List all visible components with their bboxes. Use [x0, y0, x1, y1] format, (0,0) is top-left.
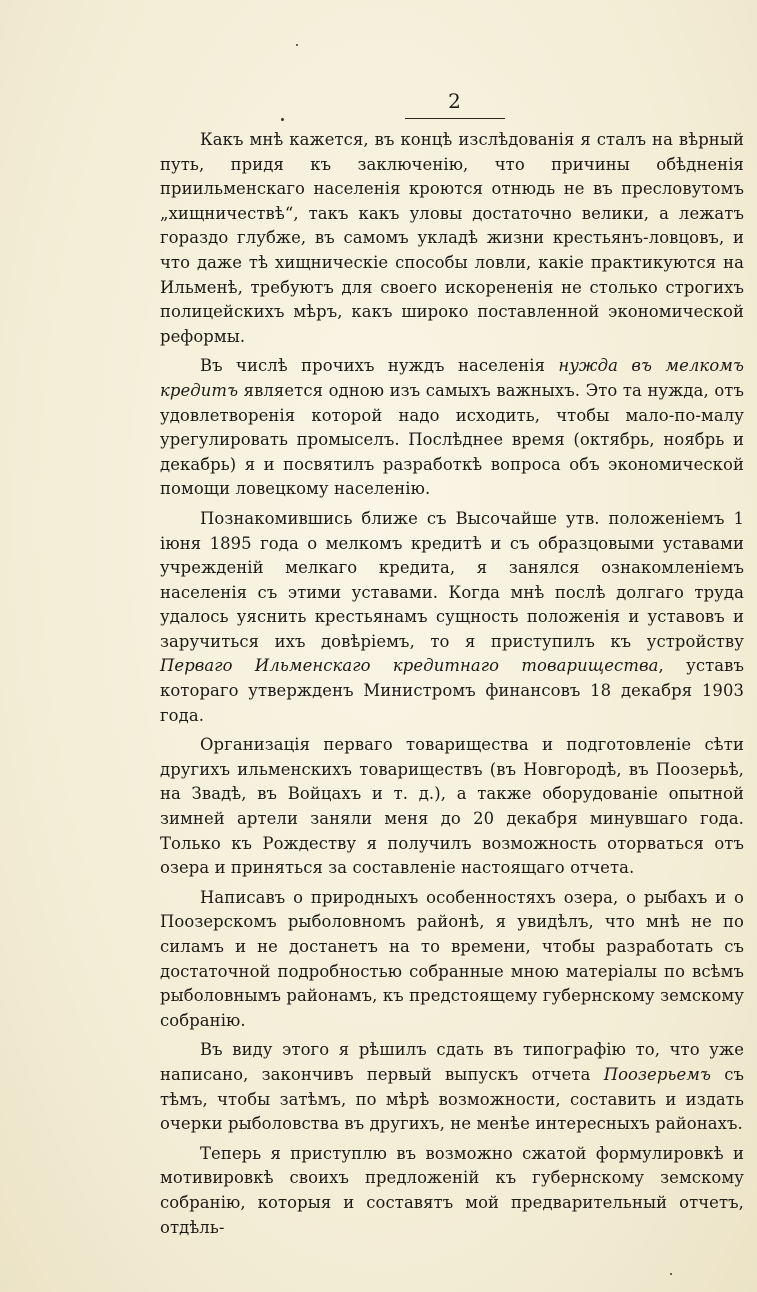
- paragraph: [160, 886, 744, 1034]
- page-header: [405, 90, 505, 119]
- text-run: Въ числѣ прочихъ нуждъ населенія: [200, 356, 559, 376]
- italic-text: нужда въ мелкомъ кредитъ: [160, 356, 745, 400]
- text-run: Познакомившись ближе съ Высочайше утв. положеніемъ 1 іюня 1895 года о мелкомъ кредитѣ и съ образцовыми уставами учрежденій мелкаго кредита, я занялся ознакомленіемъ населенія съ этими уставами. Когда мнѣ послѣ долгаго труда удалось уяснить крестьянамъ сущность положенія и уставовъ и заручиться ихъ довѣріемъ, то я приступилъ къ устройству: [160, 508, 744, 651]
- italic-text: Перваго Ильменскаго кредитнаго товарищества: [160, 656, 659, 676]
- text-run: Теперь я приступлю въ возможно сжатой формулировкѣ и мотивировкѣ своихъ предложеній къ губернскому земскому собранію, которыя и составятъ мой предварительный отчетъ, отдѣль-: [160, 1143, 744, 1237]
- paragraph: [160, 1038, 744, 1136]
- text-run: Въ виду этого я рѣшилъ сдать въ типографію то, что уже написано, закончивъ первый выпускъ отчета: [160, 1040, 744, 1084]
- text-run: Какъ мнѣ кажется, въ концѣ изслѣдованія я сталъ на вѣрный путь, придя къ заключенію, что причины обѣдненія приильменскаго населенія кроются отнюдь не въ пресловутомъ „хищничествѣ“, такъ какъ уловы достаточно велики, а лежатъ гораздо глубже, въ самомъ укладѣ жизни крестьянъ-ловцовъ, и что даже тѣ хищническіе способы ловли, какіе практикуются на Ильменѣ, требуютъ для своего искорененія не столько строгихъ полицейскихъ мѣръ, какъ широко поставленной экономической реформы.: [160, 130, 744, 346]
- print-speck: [281, 118, 284, 121]
- paragraph: [160, 733, 744, 881]
- paragraph: [160, 507, 744, 728]
- italic-text: Поозерьемъ: [603, 1064, 711, 1084]
- paragraph: [160, 354, 744, 502]
- paragraph: [160, 1142, 744, 1240]
- page-number: 2: [448, 89, 462, 113]
- text-run: Организація перваго товарищества и подготовленіе сѣти другихъ ильменскихъ товариществъ (въ Новгородѣ, въ Поозерьѣ, на Звадѣ, въ Войцахъ и т. д.), а также оборудованіе опытной зимней артели заняли меня до 20 декабря минувшаго года. Только къ Рождеству я получилъ возможность оторваться отъ озера и приняться за составленіе настоящаго отчета.: [160, 735, 744, 878]
- text-run: Написавъ о природныхъ особенностяхъ озера, о рыбахъ и о Поозерскомъ рыболовномъ районѣ, я увидѣлъ, что мнѣ не по силамъ и не достанетъ на то времени, чтобы разработать съ достаточной подробностью собранные мною матеріалы по всѣмъ рыболовнымъ районамъ, къ предстоящему губернскому земскому собранію.: [160, 887, 744, 1030]
- print-speck: [296, 44, 298, 46]
- text-run: является одною изъ самыхъ важныхъ. Это та нужда, отъ удовлетворенія которой надо исходить, чтобы мало-по-малу урегулировать промыселъ. Послѣднее время (октябрь, ноябрь и декабрь) я и посвятилъ разработкѣ вопроса объ экономической помощи ловецкому населенію.: [160, 380, 744, 499]
- header-rule: [405, 118, 505, 119]
- text-run: съ тѣмъ, чтобы затѣмъ, по мѣрѣ возможности, составить и издать очерки рыболовства въ другихъ, не менѣе интересныхъ районахъ.: [160, 1064, 745, 1134]
- text-run: , уставъ котораго утвержденъ Министромъ финансовъ 18 декабря 1903 года.: [160, 656, 745, 725]
- body-text: [160, 128, 744, 1245]
- print-speck: [670, 1273, 672, 1275]
- paragraph: [160, 128, 744, 349]
